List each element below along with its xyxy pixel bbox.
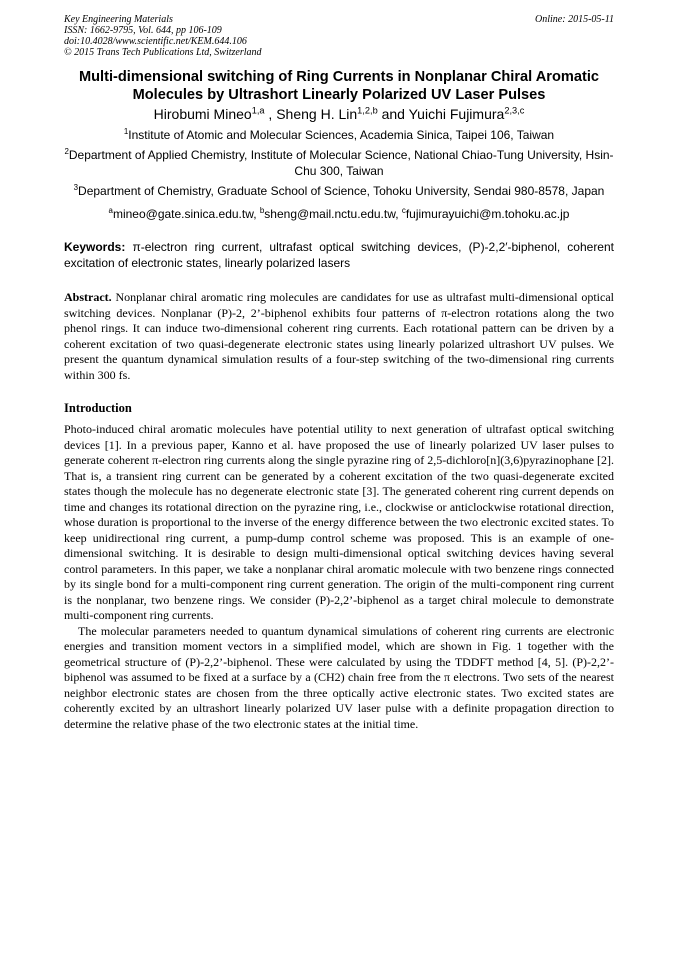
author-affiliation-mark: 2,3,c [504, 105, 525, 116]
email-link[interactable]: mineo@gate.sinica.edu.tw, [112, 207, 260, 221]
affiliation-text: Department of Chemistry, Graduate School of Science, Tohoku University, Sendai 980-8578, Japan [78, 184, 605, 198]
section-heading-introduction: Introduction [64, 401, 132, 415]
author-list [64, 105, 614, 123]
doi-line: doi:10.4028/www.scientific.net/KEM.644.106 [64, 36, 247, 47]
affiliation [64, 127, 614, 143]
affiliation [64, 183, 614, 199]
email-mark: c [401, 206, 406, 216]
abstract [64, 290, 614, 383]
affiliation-number: 3 [73, 183, 79, 193]
email-list [64, 206, 614, 222]
abstract-text: Nonplanar chiral aromatic ring molecules are candidates for use as ultrafast multi-dimensional optical switching devices. Nonplanar (P)-2, 2’-biphenol exhibits four patterns of π-electron rotations along the two phenol rings. It can induce two-dimensional coherent ring currents. Each rotational pattern can be driven by a coherent excitation of two quasi-degenerate electronic states using linearly polarized ultrashort UV pulses. We present the quantum dynamical simulation results of a four-step switching of the two-dimensional ring currents within 300 fs. [64, 290, 614, 382]
keywords [64, 240, 614, 271]
online-date: Online: 2015-05-11 [535, 14, 614, 25]
journal-name: Key Engineering Materials [64, 14, 173, 25]
email-mark: b [259, 206, 265, 216]
affiliation-number: 2 [64, 147, 69, 157]
author-separator: and [377, 106, 409, 122]
copyright-line: © 2015 Trans Tech Publications Ltd, Switzerland [64, 47, 262, 58]
abstract-label: Abstract. [64, 290, 112, 304]
affiliation [64, 147, 614, 179]
author-name: Yuichi Fujimura [408, 106, 505, 122]
paper-page [64, 14, 614, 732]
author-affiliation-mark: 1,a [251, 105, 265, 116]
email-link[interactable]: fujimurayuichi@m.tohoku.ac.jp [405, 207, 570, 221]
email-link[interactable]: sheng@mail.nctu.edu.tw, [264, 207, 402, 221]
affiliation-text: Department of Applied Chemistry, Institute of Molecular Science, National Chiao-Tung University, Hsin-Chu 300, Taiwan [68, 148, 614, 178]
paragraph: The molecular parameters needed to quantum dynamical simulations of coherent ring currents are electronic energies and transition moment vectors in a simplified model, which are shown in Fig. 1 together with the geometrical structure of (P)-2,2’-biphenol. These were calculated by using the TDDFT method [4, 5]. (P)-2,2’-biphenol was assumed to be fixed at a surface by a (CH2) chain free from the π electrons. Two sets of the nearest neighbor electronic states are chosen from the three optically active electronic states. Two excited states are coherently excited by an ultrashort linearly polarized UV laser pulse with a definite propagation direction to determine the relative phase of the two electronic states at the initial time. [64, 623, 614, 731]
keywords-label: Keywords: [64, 240, 126, 254]
author-separator: , [264, 106, 277, 122]
paper-title: Multi-dimensional switching of Ring Currents in Nonplanar Chiral Aromatic Molecules by Ultrashort Linearly Polarized UV Laser Pulses [78, 69, 599, 103]
author-affiliation-mark: 1,2,b [357, 105, 378, 116]
paragraph: Photo-induced chiral aromatic molecules have potential utility to next generation of ultrafast optical switching devices [1]. In a previous paper, Kanno et al. have proposed the use of linearly polarized UV laser pulses to generate coherent π-electron ring currents along the single pyrazine ring of 2,5-dichloro[n](3,6)pyrazinophane [2]. That is, a transient ring current can be generated by a coherent excitation of the two quasi-degenerate excited states though the molecule has no degenerate electronic state [3]. The generated coherent ring current depends on time and changes its rotational direction on the pyrazine ring, i.e., clockwise or anticlockwise rotational direction, whose duration is proportional to the inverse of the energy difference between the two electronic excited states. To keep unidirectional ring current, a pump-dump control scheme was proposed. This is an example of one-dimensional switching. It is desirable to design multi-dimensional optical switching devices having several control parameters. In this paper, we take a nonplanar chiral aromatic molecule with two benzene rings connected by its single bond for a multi-component ring current generation. The origin of the multi-component ring current is the nonplanar, two benzene rings. We consider (P)-2,2’-biphenol as a target chiral molecule to demonstrate multi-component ring currents. [64, 422, 614, 622]
affiliation-number: 1 [123, 127, 129, 137]
author-name: Sheng H. Lin [276, 106, 358, 122]
affiliation-text: Institute of Atomic and Molecular Sciences, Academia Sinica, Taipei 106, Taiwan [128, 128, 555, 142]
keywords-text: π-electron ring current, ultrafast optical switching devices, (P)-2,2′-biphenol, coherent excitation of electronic states, linearly polarized lasers [64, 240, 614, 270]
author-name: Hirobumi Mineo [153, 106, 252, 122]
journal-header [64, 14, 614, 58]
issn-line: ISSN: 1662-9795, Vol. 644, pp 106-109 [64, 25, 222, 36]
email-mark: a [108, 206, 113, 216]
